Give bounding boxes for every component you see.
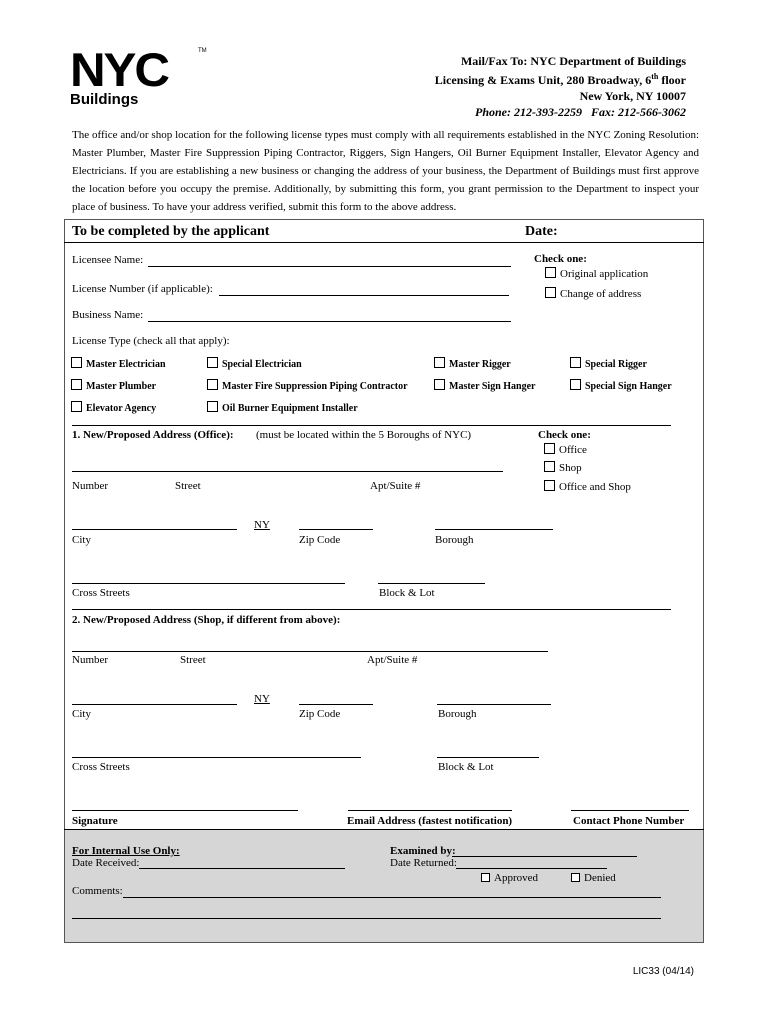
oil-burner-checkbox[interactable] (207, 401, 218, 412)
shop-zip-field[interactable] (299, 704, 373, 705)
master-sign-hanger-checkbox[interactable] (434, 379, 445, 390)
shop-street-label: Street (180, 654, 206, 666)
special-rigger-checkbox[interactable] (570, 357, 581, 368)
mail-phone-fax: Phone: 212-393-2259 Fax: 212-566-3062 (475, 105, 686, 119)
logo-buildings: Buildings (70, 91, 139, 108)
office-block-lot-label: Block & Lot (379, 587, 435, 599)
mail-line3: New York, NY 10007 (579, 89, 686, 103)
license-number-field[interactable] (219, 295, 509, 296)
check-one-application: Check one: (534, 253, 587, 265)
email-label: Email Address (fastest notification) (347, 815, 513, 827)
shop-city-field[interactable] (72, 704, 237, 705)
approved-checkbox[interactable] (481, 873, 490, 882)
office-cross-streets-field[interactable] (72, 583, 345, 584)
examined-by-field[interactable] (452, 856, 637, 857)
shop-cross-streets-field[interactable] (72, 757, 361, 758)
office-state: NY (254, 519, 270, 531)
office-city-field[interactable] (72, 529, 237, 530)
master-plumber-checkbox[interactable] (71, 379, 82, 390)
shop-checkbox[interactable] (544, 461, 555, 472)
shop-apt-label: Apt/Suite # (367, 654, 418, 666)
shop-state: NY (254, 693, 270, 705)
office-heading: 1. New/Proposed Address (Office): (72, 429, 234, 441)
elevator-agency-option[interactable]: Elevator Agency (71, 401, 156, 414)
master-fire-suppression-option[interactable]: Master Fire Suppression Piping Contractor (207, 379, 408, 392)
office-check-one: Check one: (538, 429, 591, 441)
shop-number-label: Number (72, 654, 109, 666)
special-electrician-option[interactable]: Special Electrician (207, 357, 302, 370)
mailing-address (435, 53, 686, 120)
date-received-field[interactable] (139, 868, 345, 869)
office-cross-streets-label: Cross Streets (72, 587, 130, 599)
master-rigger-checkbox[interactable] (434, 357, 445, 368)
special-sign-hanger-checkbox[interactable] (570, 379, 581, 390)
office-and-shop-checkbox[interactable] (544, 480, 555, 491)
license-number-label: License Number (if applicable): (72, 283, 213, 295)
office-borough-field[interactable] (435, 529, 553, 530)
applicant-heading: To be completed by the applicant (72, 224, 270, 239)
intro-paragraph: The office and/or shop location for the following license types must comply with all requirements established in the NYC Zoning Resolution: Master Plumber, Master Fire Suppression Piping Contractor, Riggers, Sign Hangers, Oil Burner Equipment Installer, Elevator Agency and Electricians. If you are establishing a new business or changing the address of your business, the Department of Buildings must first approve the location before you occupy the premise. Additionally, by submitting this form, you grant permission to the Department to inspect your place of business. To have your address verified, submit this form to the above address. (72, 129, 699, 213)
form-id: LIC33 (04/14) (632, 966, 694, 977)
shop-street-field[interactable] (72, 651, 548, 652)
change-of-address-option[interactable]: Change of address (545, 287, 641, 300)
master-sign-hanger-option[interactable]: Master Sign Hanger (434, 379, 535, 392)
date-returned-field[interactable] (456, 868, 607, 869)
email-field[interactable] (348, 810, 512, 811)
contact-phone-label: Contact Phone Number (573, 815, 685, 827)
oil-burner-option[interactable]: Oil Burner Equipment Installer (207, 401, 358, 414)
office-checkbox[interactable] (544, 443, 555, 454)
office-and-shop-option[interactable]: Office and Shop (544, 480, 631, 493)
office-apt-label: Apt/Suite # (370, 480, 421, 492)
denied-checkbox[interactable] (571, 873, 580, 882)
shop-zip-label: Zip Code (299, 708, 341, 720)
denied-option[interactable]: Denied (571, 872, 616, 884)
signature-field[interactable] (72, 810, 298, 811)
licensee-name-field[interactable] (148, 266, 511, 267)
signature-label: Signature (72, 815, 118, 827)
logo-tm: TM (198, 48, 207, 54)
date-label: Date: (525, 224, 558, 239)
comments-label: Comments: (72, 885, 123, 897)
shop-cross-streets-label: Cross Streets (72, 761, 130, 773)
shop-option[interactable]: Shop (544, 461, 582, 474)
nyc-buildings-logo (70, 43, 207, 108)
original-application-checkbox[interactable] (545, 267, 556, 278)
approved-option[interactable]: Approved (481, 872, 538, 884)
mail-line1: Mail/Fax To: NYC Department of Buildings (460, 54, 686, 68)
comments-field-2[interactable] (72, 918, 661, 919)
master-rigger-option[interactable]: Master Rigger (434, 357, 511, 370)
contact-phone-field[interactable] (571, 810, 689, 811)
master-plumber-option[interactable]: Master Plumber (71, 379, 156, 392)
original-application-option[interactable]: Original application (545, 267, 648, 280)
office-borough-label: Borough (435, 534, 474, 546)
office-street-field[interactable] (72, 471, 503, 472)
office-city-label: City (72, 534, 91, 546)
section1-divider (72, 425, 671, 426)
shop-block-lot-label: Block & Lot (438, 761, 494, 773)
comments-field-1[interactable] (123, 897, 661, 898)
license-type-label: License Type (check all that apply): (72, 335, 230, 347)
internal-heading: For Internal Use Only: (72, 845, 180, 857)
office-zip-label: Zip Code (299, 534, 341, 546)
master-fire-suppression-checkbox[interactable] (207, 379, 218, 390)
mail-line2: Licensing & Exams Unit, 280 Broadway, 6th floor (434, 72, 686, 87)
shop-borough-field[interactable] (437, 704, 551, 705)
special-sign-hanger-option[interactable]: Special Sign Hanger (570, 379, 672, 392)
master-electrician-option[interactable]: Master Electrician (71, 357, 166, 370)
shop-block-lot-field[interactable] (437, 757, 539, 758)
business-name-field[interactable] (148, 321, 511, 322)
internal-divider (64, 829, 704, 830)
office-zip-field[interactable] (299, 529, 373, 530)
office-street-label: Street (175, 480, 201, 492)
shop-heading: 2. New/Proposed Address (Shop, if different from above): (72, 614, 341, 626)
logo-nyc: NYC (70, 43, 168, 96)
shop-city-label: City (72, 708, 91, 720)
office-note: (must be located within the 5 Boroughs of NYC) (256, 429, 472, 441)
date-received-label: Date Received: (72, 857, 140, 869)
elevator-agency-checkbox[interactable] (71, 401, 82, 412)
office-option[interactable]: Office (544, 443, 587, 456)
change-of-address-checkbox[interactable] (545, 287, 556, 298)
special-electrician-checkbox[interactable] (207, 357, 218, 368)
examined-by-label: Examined by: (390, 845, 456, 857)
master-electrician-checkbox[interactable] (71, 357, 82, 368)
office-block-lot-field[interactable] (378, 583, 485, 584)
header-divider (64, 242, 704, 243)
shop-borough-label: Borough (438, 708, 477, 720)
special-rigger-option[interactable]: Special Rigger (570, 357, 647, 370)
business-name-label: Business Name: (72, 309, 144, 321)
licensee-name-label: Licensee Name: (72, 254, 144, 266)
office-number-label: Number (72, 480, 109, 492)
date-returned-label: Date Returned: (390, 857, 457, 869)
section2-divider (72, 609, 671, 610)
